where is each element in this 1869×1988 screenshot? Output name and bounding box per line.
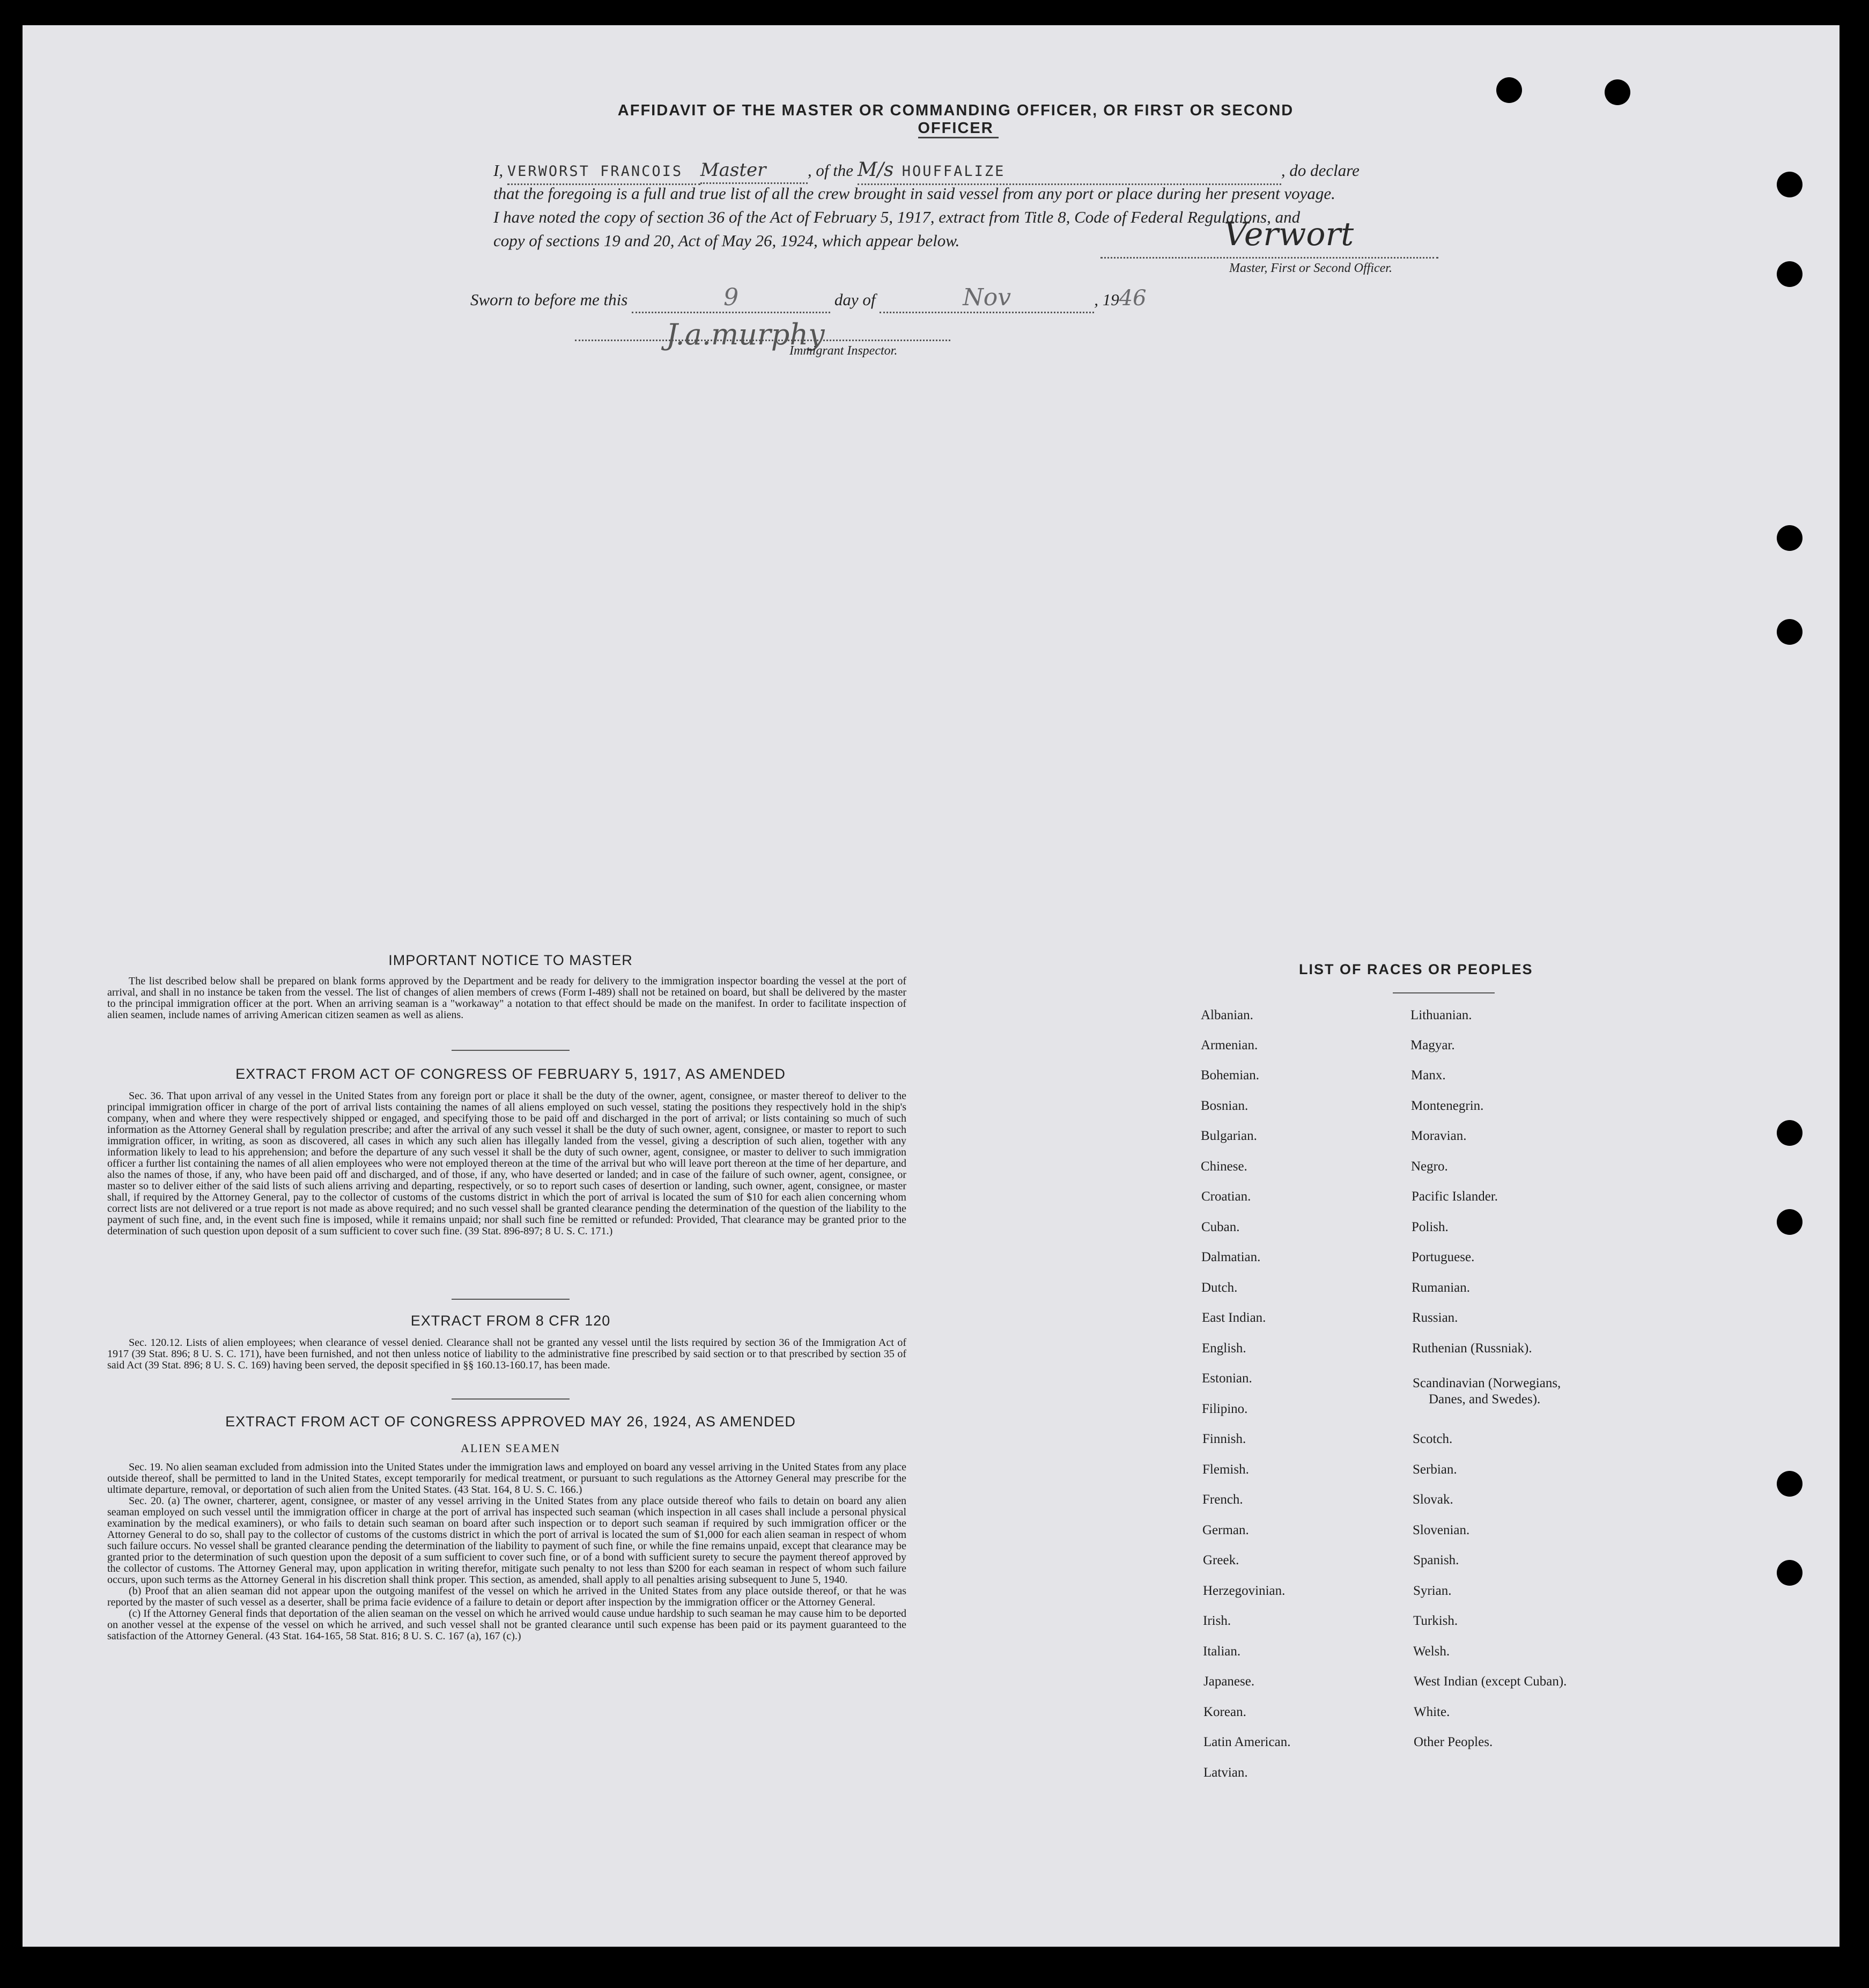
alien-seamen-subtitle: ALIEN SEAMEN [461,1441,560,1455]
race-item: French. [1202,1492,1243,1507]
race-item: Armenian. [1201,1038,1258,1052]
race-item: Magyar. [1410,1038,1455,1052]
day-of-text: day of [834,290,876,309]
race-item: Irish. [1203,1614,1231,1628]
section-rule [452,1299,570,1300]
race-item: Moravian. [1411,1129,1467,1143]
punch-hole [1777,1560,1802,1586]
race-item: Pacific Islander. [1412,1189,1498,1204]
race-item: Croatian. [1201,1189,1251,1204]
race-item: Lithuanian. [1410,1008,1472,1022]
punch-hole [1777,172,1802,197]
race-item: Turkish. [1413,1614,1458,1628]
race-item: Albanian. [1201,1008,1253,1022]
sworn-line [470,286,1446,313]
i-prefix: I, [493,161,504,180]
master-signature-line [1100,257,1438,259]
affidavit-title: AFFIDAVIT OF THE MASTER OR COMMANDING OFFICER, OR FIRST OR SECOND OFFICER [617,102,1294,137]
punch-hole [1777,1471,1802,1497]
master-signature: Verwort [1224,216,1354,253]
sec-20c: (c) If the Attorney General finds that deportation of the alien seaman on the vessel on which he arrived would cause undue hardship to such seaman he may cause him to be deported on another vessel at the expense of the vessel on which he arrived, and such vessel shall not be granted clearance until such expense has been paid or its payment guaranteed to the satisfaction of the Attorney General. (43 Stat. 164-165, 58 Stat. 816; 8 U. S. C. 167 (a), 167 (c).) [107,1608,906,1642]
extract-1917-text: Sec. 36. That upon arrival of any vessel in the United States from any foreign port or place it shall be the duty of the owner, agent, consignee, or master thereof to deliver to the principal immigration officer in charge of the port of arrival lists containing the names of all aliens employed on such vessel, stating the positions they respectively hold in the ship's company, when and where they were respectively shipped or engaged, and specifying those to be paid off and discharged in the port of arrival; or lists containing so much of such information as the Attorney General shall by regulation prescribe; and after the arrival of any such vessel it shall be the duty of such owner, agent, consignee, or master to report to such immigration officer, in writing, as soon as discovered, all cases in which any such alien has illegally landed from the vessel, giving a description of such alien, together with any information likely to lead to his apprehension; and before the departure of any such vessel it shall be the duty of such owner, agent, consignee, or master to deliver to such immigration officer a further list containing the names of all alien employees who were not employed thereon at the time of the arrival but who will leave port thereon at the time of her departure, and also the names of those, if any, who have been paid off and discharged, and of those, if any, who have deserted or landed; and in case of the failure of such owner, agent, consignee, or master so to deliver either of the said lists of such aliens arriving and departing, respectively, or so to report such cases of desertion or landing, such owner, agent, consignee, or master shall, if required by the Attorney General, pay to the collector of customs of the customs district in which the port of arrival is located the sum of $10 for each alien concerning whom correct lists are not delivered or a true report is not made as above required; and no such vessel shall be granted clearance pending the determination of the question of the liability to the payment of such fine, and, in the event such fine is imposed, while it remains unpaid; nor shall such fine be remitted or refunded: Provided, That clearance may be granted prior to the determination of such question upon deposit of a sum sufficient to cover such fine. (39 Stat. 896-897; 8 U. S. C. 171.) [107,1090,906,1237]
cfr-title: EXTRACT FROM 8 CFR 120 [410,1313,611,1329]
inspector-signature: J.a.murphy [666,318,825,351]
declaration-line-2: that the foregoing is a full and true list of all the crew brought in said vessel from any port or place during her present voyage. [493,184,1335,203]
master-name-field [507,159,700,185]
race-item: Cuban. [1201,1220,1240,1234]
punch-hole [1777,1120,1802,1146]
races-title: LIST OF RACES OR PEOPLES [1299,961,1533,977]
race-item: Herzegovinian. [1203,1584,1286,1598]
race-item: Ruthenian (Russniak). [1412,1341,1532,1356]
race-item: Estonian. [1202,1371,1252,1386]
race-item: Manx. [1411,1068,1446,1083]
inspector-caption: Immigrant Inspector. [789,344,898,358]
vessel-type: M/s [857,159,894,181]
race-item: Dutch. [1201,1280,1238,1295]
declaration-line-1 [493,158,1469,185]
sworn-month: Nov [963,284,1011,311]
race-item: Dalmatian. [1201,1250,1261,1264]
sec-19: Sec. 19. No alien seaman excluded from admission into the United States under the immigration laws and employed on board any vessel arriving in the United States from any place outside thereof, shall be permitted to land in the United States, except temporarily for medical treatment, or pursuant to such regulations as the Attorney General may prescribe for the ultimate departure, removal, or deportation of such alien from the United States. (43 Stat. 164, 8 U. S. C. 166.) [107,1461,906,1496]
race-item: Slovenian. [1413,1523,1470,1537]
punch-hole [1777,619,1802,645]
sworn-day: 9 [723,284,739,311]
race-item: Bulgarian. [1201,1129,1257,1143]
sworn-day-field [632,286,830,313]
race-item: Welsh. [1413,1644,1450,1659]
race-item: Finnish. [1202,1432,1246,1446]
punch-hole [1777,1209,1802,1235]
punch-hole [1496,77,1522,103]
race-item: Filipino. [1202,1402,1248,1416]
race-item: Polish. [1412,1220,1449,1234]
race-item: Bosnian. [1201,1099,1249,1113]
races-rule [1393,992,1495,993]
race-item: Syrian. [1413,1584,1452,1598]
sworn-month-field [880,286,1094,313]
race-item: East Indian. [1202,1310,1266,1325]
extract-1924-title: EXTRACT FROM ACT OF CONGRESS APPROVED MAY 26, 1924, AS AMENDED [225,1413,796,1430]
race-item: Russian. [1412,1310,1458,1325]
race-item: Rumanian. [1412,1280,1471,1295]
do-declare-text: , do declare [1281,161,1360,180]
race-item: Spanish. [1413,1553,1459,1567]
extract-1917-title: EXTRACT FROM ACT OF CONGRESS OF FEBRUARY 5, 1917, AS AMENDED [235,1066,786,1082]
rank-field [700,158,808,184]
master-name: VERWORST FRANCOIS [507,163,683,180]
race-item: German. [1202,1523,1249,1537]
cfr-text: Sec. 120.12. Lists of alien employees; when clearance of vessel denied. Clearance shall not be granted any vessel until the lists required by section 36 of the Immigration Act of 1917 (39 Stat. 896; 8 U. S. C. 171), have been furnished, and not then unless notice of liability to the administrative fine prescribed by said section or to that prescribed by section 35 of said Act (39 Stat. 896; 8 U. S. C. 169) having been served, the deposit specified in §§ 160.13-160.17, has been made. [107,1337,906,1371]
race-item: English. [1202,1341,1246,1356]
vessel-field [858,158,1281,185]
sec-20b: (b) Proof that an alien seaman did not appear upon the outgoing manifest of the vessel on which he arrived in the United States from any place outside thereof, or that he was reported by the master of such vessel as a deserter, shall be prima facie evidence of a failure to detain or deport after inspection by the immigration officer or the Attorney General. [107,1585,906,1608]
race-item: Japanese. [1203,1674,1255,1689]
vessel-name: HOUFFALIZE [902,163,1006,180]
race-item: Scandinavian (Norwegians, [1413,1376,1561,1390]
race-item: Negro. [1411,1159,1448,1174]
punch-hole [1605,79,1630,105]
race-item: Chinese. [1201,1159,1247,1174]
race-item: Italian. [1203,1644,1241,1659]
race-item: Montenegrin. [1411,1099,1484,1113]
race-item: White. [1414,1705,1450,1719]
race-item: Portuguese. [1412,1250,1475,1264]
notice-title: IMPORTANT NOTICE TO MASTER [388,952,633,968]
master-caption: Master, First or Second Officer. [1229,261,1392,275]
declaration-line-3: I have noted the copy of section 36 of the Act of February 5, 1917, extract from Title 8, Code of Federal Regulations, and [493,208,1301,226]
sworn-year: 46 [1119,286,1147,311]
race-item-continued: Danes, and Swedes). [1429,1392,1541,1407]
punch-hole [1777,525,1802,551]
race-item: Korean. [1203,1705,1246,1719]
notice-text: The list described below shall be prepared on blank forms approved by the Department and be ready for delivery to the immigration inspector boarding the vessel at the port of arrival, and shall in no instance be taken from the vessel. The list of changes of alien members of crews (Form I-489) shall not be retained on board, but shall be delivered by the master to the principal immigration officer at the port. When an arriving seaman is a "workaway" a notation to that effect should be made on the manifest. In order to facilitate inspection of alien seamen, include names of arriving American citizen seamen as well as aliens. [107,975,906,1021]
race-item: West Indian (except Cuban). [1414,1674,1567,1689]
of-the-text: , of the [807,161,854,180]
extract-1924-text [107,1462,906,1642]
race-item: Scotch. [1413,1432,1453,1446]
punch-hole [1777,261,1802,287]
race-item: Latin American. [1203,1735,1291,1749]
year-prefix: , 19 [1094,290,1119,309]
race-item: Latvian. [1203,1765,1248,1780]
section-rule [452,1398,570,1400]
inspector-signature-line [575,340,950,341]
race-item: Serbian. [1413,1462,1457,1477]
title-rule [918,137,999,138]
sec-20a: Sec. 20. (a) The owner, charterer, agent, consignee, or master of any vessel arriving in the United States from any place outside thereof who fails to detain on board any alien seaman employed on such vessel until the immigration officer in charge at the port of arrival has inspected such seaman (which inspection in all cases shall include a personal physical examination by the medical examiners), or who fails to detain such seaman on board after such inspection or to deport such seaman if required by such immigration officer or the Attorney General to do so, shall pay to the collector of customs of the customs district in which the port of arrival is located the sum of $1,000 for each alien seaman in respect of whom such failure occurs. No vessel shall be granted clearance pending the determination of the liability to payment of such fine, or while the fine remains unpaid, except that clearance may be granted prior to the determination of such question upon the deposit of a sum sufficient to cover such fine, or of a bond with sufficient surety to secure the payment thereof approved by the collector of customs. The Attorney General may, upon application in writing therefor, mitigate such penalty to not less than $200 for each seaman in respect of whom such failure occurs, upon such terms as the Attorney General in his discretion shall think proper. This section, as amended, shall apply to all penalties arising subsequent to June 5, 1940. [107,1495,906,1586]
race-item: Flemish. [1202,1462,1249,1477]
sworn-text: Sworn to before me this [470,290,628,309]
section-rule [452,1050,570,1051]
race-item: Other Peoples. [1414,1735,1493,1749]
race-item: Slovak. [1413,1492,1453,1507]
rank: Master [700,159,766,181]
document-page [23,25,1840,1947]
race-item: Greek. [1203,1553,1239,1567]
race-item: Bohemian. [1201,1068,1260,1083]
declaration-line-4: copy of sections 19 and 20, Act of May 26, 1924, which appear below. [493,231,960,250]
